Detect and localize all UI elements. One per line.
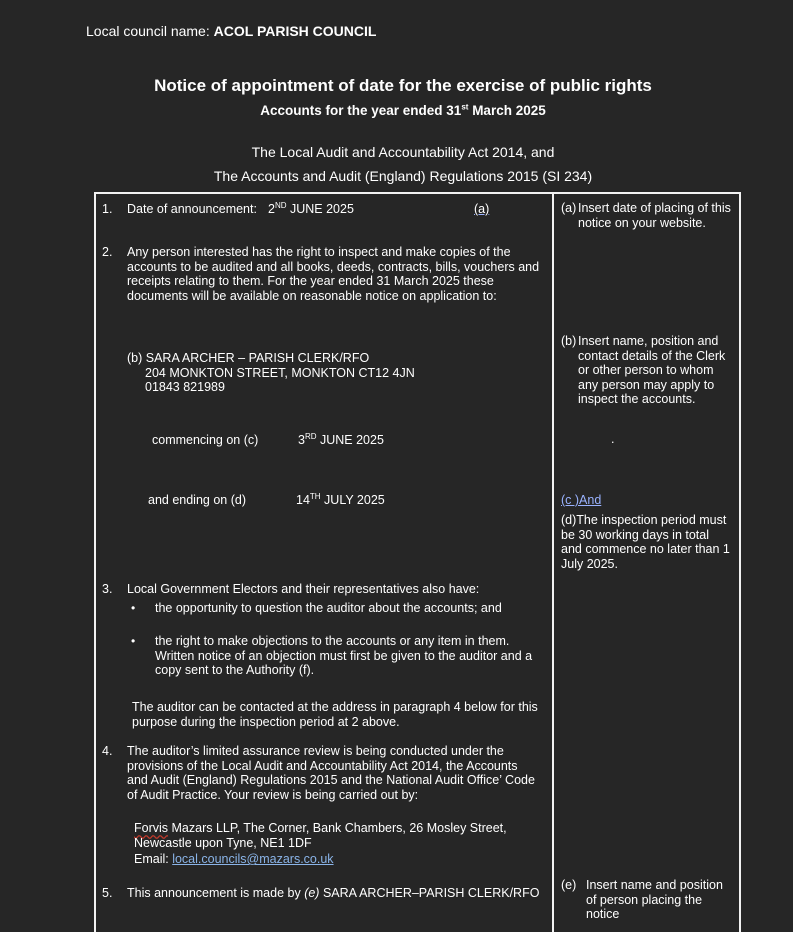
- item-2-line: Any person interested has the right to inspect and make copies of the: [127, 245, 511, 259]
- note-c: [561, 493, 601, 508]
- note-a-line: notice on your website.: [578, 215, 706, 230]
- auditor-email-link[interactable]: local.councils@mazars.co.uk: [172, 852, 334, 867]
- note-b-line: or other person to whom: [578, 363, 714, 378]
- item-2-line: receipts relating to them. For the year ended 31 March 2025 these: [127, 274, 494, 289]
- bullet-2-text: [155, 634, 550, 678]
- item-5-text: [127, 886, 539, 901]
- council-name-line: [86, 23, 376, 39]
- bullet-2-line: Written notice of an objection must first be given to the auditor and a: [155, 648, 533, 663]
- note-d: [561, 513, 739, 571]
- end-label: and ending on (d): [148, 493, 246, 507]
- item-2-line: accounts to be audited and all books, deeds, contracts, bills, vouchers and: [127, 259, 540, 274]
- item-4-line: provisions of the Local Audit and Accountability Act 2014, the Accounts: [127, 758, 518, 773]
- item-5-post: SARA ARCHER–PARISH CLERK/RFO: [319, 886, 540, 900]
- announcement-date-sup: ND: [274, 200, 287, 210]
- auditor-address-line-1: [134, 821, 549, 836]
- end-date-rest: JULY 2025: [320, 493, 385, 507]
- note-d-line: July 2025.: [561, 556, 618, 571]
- announcement-date-day: 2: [268, 202, 275, 216]
- item-1-number: 1.: [102, 202, 113, 216]
- council-label: Local council name:: [86, 23, 214, 39]
- note-e-mark: (e): [561, 878, 577, 892]
- end-date: [296, 493, 385, 508]
- commence-date-rest: JUNE 2025: [316, 433, 384, 447]
- bullet-2-line: copy sent to the Authority (f).: [155, 663, 315, 678]
- clerk-contact: [127, 351, 415, 395]
- item-4-line: and Audit (England) Regulations 2015 and the National Audit Office’ Code: [127, 773, 535, 788]
- note-a: [578, 201, 740, 230]
- subtitle-text-end: March 2025: [468, 103, 546, 118]
- bullet-1-dot: •: [131, 601, 136, 615]
- bullet-1-text: the opportunity to question the auditor about the accounts; and: [155, 601, 502, 615]
- item-4-line: of Audit Practice. Your review is being carried out by:: [127, 787, 419, 802]
- auditor-note-line: The auditor can be contacted at the address in paragraph 4 below for this: [132, 700, 538, 714]
- commence-date-sup: RD: [304, 431, 317, 441]
- bullet-2-dot: •: [131, 634, 136, 648]
- auditor-firm-first-word: Forvis: [134, 821, 169, 835]
- notice-table-divider: [552, 192, 554, 932]
- act-line-1: The Local Audit and Accountability Act 2014, and: [251, 144, 555, 160]
- note-e: [586, 878, 741, 922]
- note-b-line: inspect the accounts.: [578, 392, 696, 407]
- note-d-line: (d)The inspection period must: [561, 513, 727, 527]
- auditor-address: [134, 821, 549, 867]
- note-a-mark: (a): [561, 201, 577, 215]
- end-date-day: 14: [296, 493, 310, 507]
- note-stray-dot: .: [611, 432, 615, 446]
- commence-date-day: 3: [298, 433, 305, 447]
- item-5-number: 5.: [102, 886, 113, 900]
- announcement-date: [268, 202, 354, 217]
- clerk-phone: 01843 821989: [145, 380, 225, 395]
- email-label: Email:: [134, 852, 173, 867]
- note-a-line: Insert date of placing of this: [578, 201, 731, 215]
- item-3-text: Local Government Electors and their representatives also have:: [127, 582, 480, 596]
- item-1-marker: [466, 202, 489, 217]
- item-4-number: 4.: [102, 744, 113, 758]
- note-b: [578, 334, 740, 407]
- auditor-note-line: purpose during the inspection period at 2 above.: [132, 714, 400, 729]
- item-5-pre: This announcement is made by: [127, 886, 305, 900]
- item-4-text: [127, 744, 547, 802]
- act-line-2: The Accounts and Audit (England) Regulations 2015 (SI 234): [213, 168, 593, 184]
- auditor-address-rest: Mazars LLP, The Corner, Bank Chambers, 26 Mosley Street,: [168, 821, 507, 835]
- clerk-name: (b) SARA ARCHER – PARISH CLERK/RFO: [127, 351, 370, 365]
- note-b-line: contact details of the Clerk: [578, 348, 726, 363]
- item-2-number: 2.: [102, 245, 113, 259]
- notice-subtitle: [0, 103, 793, 118]
- note-d-line: be 30 working days in total: [561, 527, 710, 542]
- notice-title: Notice of appointment of date for the exercise of public rights: [154, 76, 652, 95]
- note-b-mark: (b): [561, 334, 577, 348]
- auditor-contact-note: [132, 700, 552, 729]
- bullet-2-line: the right to make objections to the accounts or any item in them.: [155, 634, 510, 648]
- note-b-line: any person may apply to: [578, 377, 715, 392]
- item-1-marker-text: (a): [474, 202, 490, 216]
- commence-date: [298, 433, 384, 448]
- item-2-line: documents will be available on reasonable notice on application to:: [127, 288, 497, 303]
- auditor-address-line-2: Newcastle upon Tyne, NE1 1DF: [134, 835, 312, 850]
- item-5-marker: (e): [304, 886, 320, 900]
- note-c-mark: (c )And: [561, 493, 602, 507]
- subtitle-text: Accounts for the year ended 31: [260, 103, 462, 118]
- council-name: ACOL PARISH COUNCIL: [213, 23, 377, 39]
- item-3-number: 3.: [102, 582, 113, 596]
- item-1-label: Date of announcement:: [127, 202, 257, 216]
- subtitle-sup: st: [461, 102, 469, 112]
- note-e-line: Insert name and position: [586, 878, 723, 892]
- item-2-text: [127, 245, 547, 303]
- end-date-sup: TH: [309, 491, 321, 501]
- commence-label: commencing on (c): [152, 433, 259, 447]
- announcement-date-rest: JUNE 2025: [286, 202, 354, 216]
- note-e-line: notice: [586, 907, 620, 922]
- note-b-line: Insert name, position and: [578, 334, 719, 348]
- auditor-email-line: [134, 852, 549, 867]
- clerk-address: 204 MONKTON STREET, MONKTON CT12 4JN: [145, 365, 415, 380]
- item-4-line: The auditor’s limited assurance review is being conducted under the: [127, 744, 504, 758]
- note-e-line: of person placing the: [586, 892, 703, 907]
- note-d-line: and commence no later than 1: [561, 542, 730, 557]
